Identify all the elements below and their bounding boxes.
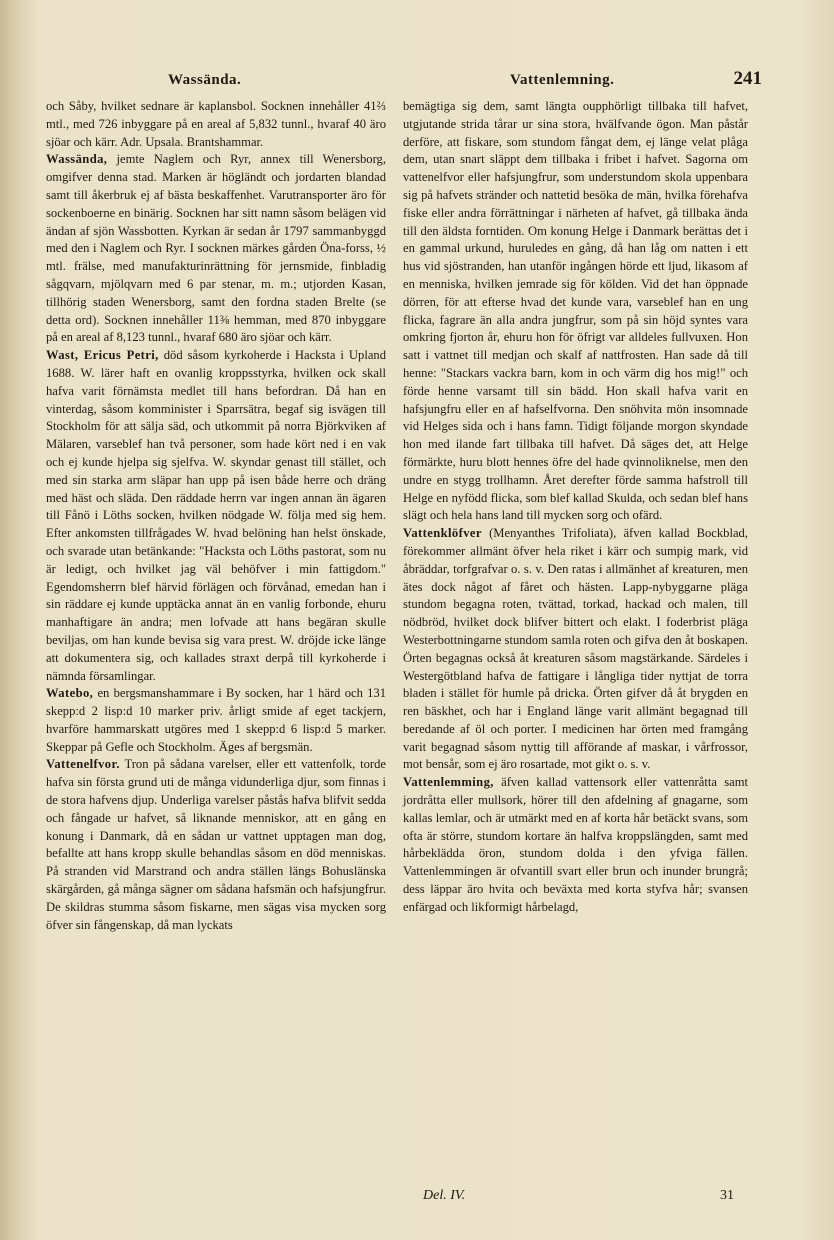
entry-text: Tron på sådana varelser, eller ett vattenfolk, torde hafva sin första grund uti de många vidunderliga djur, som finnas i de stora hafvens djup. Underliga varelser påstås hafva blifvit sedda och fångade ur hafvet, så liknande menniskor, att en gång en konung i Danmark, då en sådan ur vattnet upptagen man dog, befallte att hans kropp skulle behandlas såsom en död menniskas. På stranden vid Marstrand och andra ställen längs Bohuslänska skärgården, gå många sägner om sådana hafsmän och hafsjungfrur. De skildras stumma såsom fiskarne, men sägas visa mycken sorg öfver sin fångenskap, då man lyckats [46, 757, 387, 932]
entry-paragraph [403, 525, 748, 774]
entry-paragraph [46, 756, 386, 934]
running-header [40, 68, 762, 94]
entry-text: (Menyanthes Trifoliata), äfven kallad Bockblad, förekommer allmänt öfver hela riket i kärr och sumpig mark, vid åbräddar, torfgrafvar o. s. v. Den ratas i allmänhet af kreaturen, men ätes dock något af fåret och hästen. Lapp-nybyggarne pläga stundom begagna roten, tvättad, torkad, hackad och malen, till nödbröd, hvilket dock blifver bittert och elakt. I foderbrist pläga Westerbottningarne stundom samla roten och gifva den åt boskapen. Örten begagnas också åt kreaturen såsom magstärkande. Särdeles i Westergötbland hafva de fattigare i långliga tider nyttjat de torra bladen i stället för humle på dricka. Örten gifver då åt brygden en ren bäskhet, och har i England länge varit allmänt begagnad till beredande af öl och porter. I medicinen har örten med framgång varit begagnad såsom nyttig till afförande af maskar, i vårfrossor, mot bensår, som ej äro rosartade, mot gikt o. s. v. [403, 526, 748, 772]
entry-headword: Vattenelfvor. [46, 757, 120, 772]
left-column [46, 98, 386, 934]
entry-paragraph [403, 774, 748, 916]
entry-headword: Watebo, [46, 686, 94, 701]
entry-paragraph [46, 347, 386, 685]
page-footer [403, 1188, 748, 1210]
entry-headword: Wast, Ericus Petri, [46, 348, 159, 363]
entry-headword: Wassända, [46, 152, 108, 167]
entry-paragraph [46, 685, 386, 756]
entry-headword: Vattenlemming, [403, 775, 494, 790]
entry-paragraph [46, 151, 386, 347]
entry-text: jemte Naglem och Ryr, annex till Wenersborg, omgifver denna stad. Marken är högländt och jordarten blandad samt till åkerbruk ej af bästa beskaffenhet. Varutransporter äro för sockenboerne en binärig. Socknen har sitt namn såsom belägen vid ändan af sjön Wassbotten. Kyrkan är sedan år 1797 sammanbyggd med den i Naglem och Ryr. I socknen märkes gården Öna-forss, ½ mtl. frälse, med manufakturinrättning för jernsmide, finbladig sågqvarn, mjölqvarn med 6 par stenar, m. m.; utjorden Kasan, tillhörig staden Wenersborg, samt den fordna staden Brelte (se detta ord). Socknen innehåller 11⅜ hemman, med 870 inbyggare på en areal af 8,123 tunnl., hvaraf 680 äro sjöar och kärr. [46, 152, 386, 345]
entry-paragraph [46, 98, 386, 151]
header-right-title: Vattenlemning. [510, 72, 615, 88]
entry-headword: Vattenklöfver [403, 526, 482, 541]
entry-text: äfven kallad vattensork eller vattenråtta samt jordråtta eller mullsork, hörer till den afdelning af gnagarne, som kallas lemlar, och är utmärkt med en af korta hår betäckt svans, som ofta är större, stundom kortare än halfva kroppslängden, samt med hårbeklädda öron, stundom dolda i den yfviga fällen. Vattenlemmingen är ofvantill svart eller brun och inunder brungrå; dess läppar äro hvita och beväxta med korta styfva hår; svansen enfärgad och likformigt hårbelagd, [403, 775, 748, 914]
volume-signature: Del. IV. [423, 1188, 466, 1203]
sheet-number: 31 [720, 1188, 734, 1203]
right-column [403, 98, 748, 917]
entry-text: och Såby, hvilket sednare är kaplansbol. Socknen innehåller 41⅔ mtl., med 726 inbyggare på en areal af 5,832 tunnl., hvaraf 40 äro sjöar och kärr. Adr. Upsala. Brantshammar. [46, 99, 386, 149]
entry-text: död såsom kyrkoherde i Hacksta i Upland 1688. W. lärer haft en ovanlig kroppsstyrka, hvilken ock skall hafva varit förnämsta medlet till hans befordran. Då han en vinterdag, såsom komminister i Sparrsätra, begaf sig isvägen till Stockholm för att sälja säd, och utkommit på norra Björkviken af Mälaren, varseblef han två personer, som hade kört ned i en vak och ej kunde hjelpa sig sjelfva. W. skyndar genast till stället, och med sin starka arm släpar han upp på isen både herre och dräng med häst och släda. Den räddade herrn var ingen annan än ägaren till Fånö i Löths socken, hvilken nödgade W. följa med sig hem. Efter ankomsten tillfrågades W. hvad belöning han helst önskade, och svarade utan betänkande: "Hacksta och Löths pastorat, som nu är ledigt, och hvilket jag väl behöfver i min fattigdom." Egendomsherrn blef härvid förlägen och förvånad, emedan han i sin räddare ej kunde upptäcka annat än en vanlig forbonde, ehuru manhaftigare än andra; men lofvade att hans begäran skulle beviljas, om han kunde bevisa sig vara prest. W. dröjde icke länge att dokumentera sig, och kallades straxt derpå till kyrkoherde i nämnda församlingar. [46, 348, 386, 683]
entry-text: bemägtiga sig dem, samt längta oupphörligt tillbaka till hafvet, utgjutande strida tårar ur sina stora, hvälfvande ögon. Man påstår derföre, att fiskare, som stundom fångat dem, ej länge velat plåga dem, utan snart släppt dem tillbaka i fribet i hafvet. Sagorna om vattenelfvor eller hafsjungfrur, som understundom skola uppenbara sig på hafvets stränder och nattetid besöka de män, hvilka förehafva fiske eller andra förrättningar i närheten af hafvet, gå tillbaka ända till den äldsta forntiden. Om konung Helge i Danmark berättas det i en gammal urkund, huruledes en gång, då han låg om natten i ett hus vid sjöstranden, han utanför ingången hörde ett ljud, likasom af en menniska, hvilken jemrade sig för kölden. Vid det han öppnade dörren, för att efterse hvad det kunde vara, varseblef han en ung flicka, fagrare än alla andra jungfrur, som på sin höjd syntes vara omkring fjorton år, ehuru hon för öfrigt var alldeles fullvuxen. Hon satt i vattnet till medjan och skalf af nattfrosten. Han sade då till henne: "Stackars vackra barn, kom in och värm dig hos mig!" och förde henne varsamt till sin bädd. Hon skall hafva varit en hafsjungfru eller en af hafselfvorna. Den snöhvita mön insomnade vid Helges sida och i hans famn. Tidigt följande morgon skyndade hon med ilande fart tillbaka till hafvet. Då säges det, att Helge förmärkte, huru blott hennes öfre del hade qvinnoliknelse, men den undre en stygg trollhamn. Året derefter förde samma hafstroll till Helge en nyfödd flicka, som blef kallad Skulda, och sedan blef hans slägt och hela hans land till mycken sorg och ofärd. [403, 99, 748, 523]
header-left-title: Wassända. [168, 72, 242, 88]
page-number: 241 [733, 68, 762, 89]
entry-text: en bergsmanshammare i By socken, har 1 härd och 131 skepp:d 2 lisp:d 10 marker priv. årligt smide af eget tackjern, hvarföre hammarskatt utgöres med 1 skepp:d 6 lisp:d 5 marker. Skeppar på Gefle och Stockholm. Äges af bergsmän. [46, 686, 386, 754]
entry-paragraph [403, 98, 748, 525]
